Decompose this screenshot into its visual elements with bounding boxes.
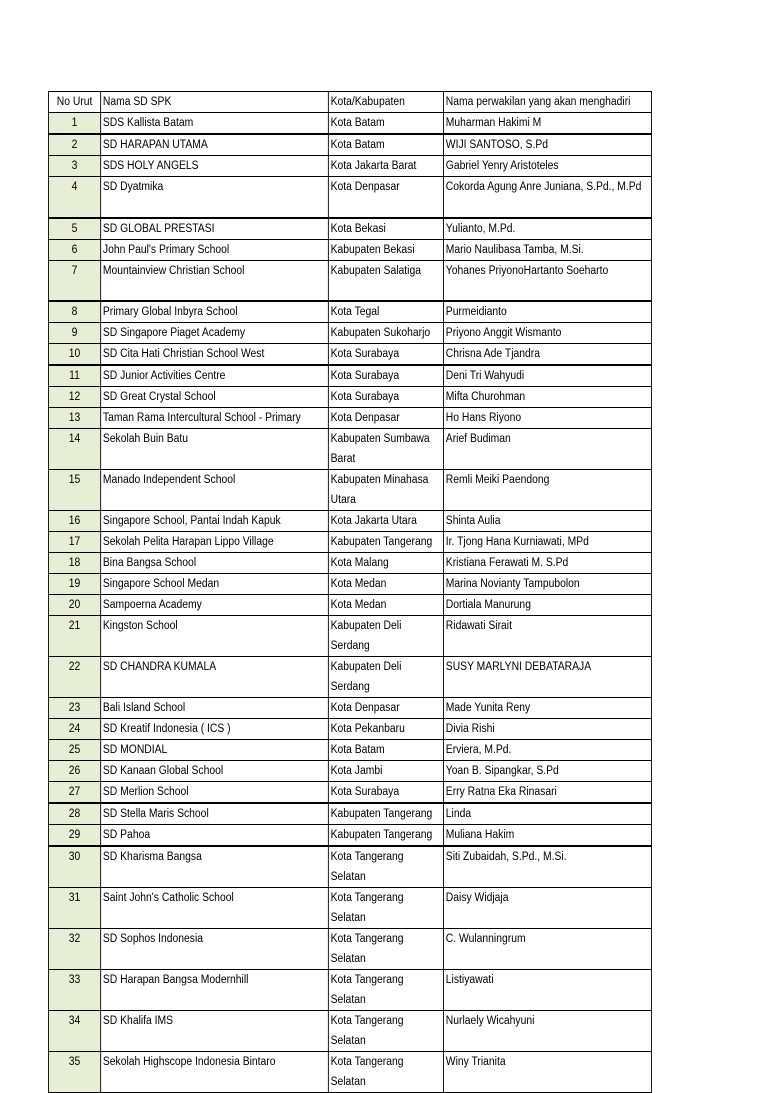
row-number-cell: 27 <box>48 782 100 804</box>
city-regency-cell: Kota Tangerang Selatan <box>328 888 443 929</box>
representative-cell: Dortiala Manurung <box>444 595 652 616</box>
school-name-cell: SD HARAPAN UTAMA <box>101 134 329 156</box>
header-row <box>48 92 651 113</box>
school-name-cell: SD CHANDRA KUMALA <box>101 657 329 698</box>
representative-cell: Arief Budiman <box>444 429 652 470</box>
city-regency-cell: Kabupaten Tangerang <box>328 825 443 847</box>
row-number-cell: 13 <box>48 408 100 429</box>
representative-cell: Linda <box>444 803 652 825</box>
row-number-cell: 35 <box>48 1052 100 1093</box>
city-regency-cell: Kabupaten Sukoharjo <box>328 323 443 344</box>
table-row <box>48 323 651 344</box>
school-name-cell: SD Stella Maris School <box>101 803 329 825</box>
table-row <box>48 761 651 782</box>
table-row <box>48 1052 651 1093</box>
row-number-cell: 4 <box>48 177 100 218</box>
school-name-cell: Bina Bangsa School <box>101 553 329 574</box>
city-regency-cell: Kota Denpasar <box>328 698 443 719</box>
table-row <box>48 470 651 511</box>
table-row <box>48 429 651 470</box>
school-name-cell: SD Pahoa <box>101 825 329 847</box>
table-row <box>48 803 651 825</box>
header-no-urut: No Urut <box>48 92 100 113</box>
city-regency-cell: Kota Tangerang Selatan <box>328 929 443 970</box>
table-row <box>48 218 651 240</box>
school-name-cell: SD Kharisma Bangsa <box>101 846 329 888</box>
representative-cell: Chrisna Ade Tjandra <box>444 344 652 366</box>
table-row <box>48 616 651 657</box>
row-number-cell: 2 <box>48 134 100 156</box>
school-name-cell: SD Cita Hati Christian School West <box>101 344 329 366</box>
table-row <box>48 387 651 408</box>
representative-cell: Remli Meiki Paendong <box>444 470 652 511</box>
school-name-cell: SD GLOBAL PRESTASI <box>101 218 329 240</box>
row-number-cell: 28 <box>48 803 100 825</box>
school-name-cell: SD Sophos Indonesia <box>101 929 329 970</box>
schools-table <box>48 91 652 1093</box>
table-row <box>48 719 651 740</box>
row-number-cell: 26 <box>48 761 100 782</box>
table-row <box>48 595 651 616</box>
city-regency-cell: Kota Surabaya <box>328 782 443 804</box>
city-regency-cell: Kabupaten Salatiga <box>328 260 443 301</box>
header-nama-perwakilan: Nama perwakilan yang akan menghadiri <box>444 92 652 113</box>
row-number-cell: 15 <box>48 470 100 511</box>
table-row <box>48 260 651 301</box>
row-number-cell: 16 <box>48 511 100 532</box>
table-body <box>48 113 651 1093</box>
representative-cell: Ir. Tjong Hana Kurniawati, MPd <box>444 532 652 553</box>
row-number-cell: 29 <box>48 825 100 847</box>
city-regency-cell: Kota Medan <box>328 595 443 616</box>
city-regency-cell: Kabupaten Sumbawa Barat <box>328 429 443 470</box>
city-regency-cell: Kota Pekanbaru <box>328 719 443 740</box>
representative-cell: Yohanes PriyonoHartanto Soeharto <box>444 260 652 301</box>
city-regency-cell: Kota Batam <box>328 113 443 135</box>
row-number-cell: 8 <box>48 301 100 323</box>
representative-cell: Made Yunita Reny <box>444 698 652 719</box>
table-row <box>48 511 651 532</box>
city-regency-cell: Kota Denpasar <box>328 408 443 429</box>
school-name-cell: John Paul's Primary School <box>101 239 329 260</box>
row-number-cell: 9 <box>48 323 100 344</box>
row-number-cell: 1 <box>48 113 100 135</box>
school-name-cell: SD Great Crystal School <box>101 387 329 408</box>
city-regency-cell: Kota Tangerang Selatan <box>328 970 443 1011</box>
row-number-cell: 33 <box>48 970 100 1011</box>
school-name-cell: SD Khalifa IMS <box>101 1011 329 1052</box>
representative-cell: Nurlaely Wicahyuni <box>444 1011 652 1052</box>
representative-cell: Ho Hans Riyono <box>444 408 652 429</box>
row-number-cell: 5 <box>48 218 100 240</box>
row-number-cell: 12 <box>48 387 100 408</box>
representative-cell: Erry Ratna Eka Rinasari <box>444 782 652 804</box>
city-regency-cell: Kabupaten Deli Serdang <box>328 616 443 657</box>
city-regency-cell: Kota Tegal <box>328 301 443 323</box>
representative-cell: Shinta Aulia <box>444 511 652 532</box>
table-row <box>48 698 651 719</box>
row-number-cell: 32 <box>48 929 100 970</box>
representative-cell: SUSY MARLYNI DEBATARAJA <box>444 657 652 698</box>
representative-cell: C. Wulanningrum <box>444 929 652 970</box>
school-name-cell: SD Singapore Piaget Academy <box>101 323 329 344</box>
table-row <box>48 239 651 260</box>
school-name-cell: Sekolah Highscope Indonesia Bintaro <box>101 1052 329 1093</box>
table-row <box>48 888 651 929</box>
row-number-cell: 6 <box>48 239 100 260</box>
row-number-cell: 17 <box>48 532 100 553</box>
table-row <box>48 782 651 804</box>
table-row <box>48 532 651 553</box>
row-number-cell: 22 <box>48 657 100 698</box>
city-regency-cell: Kota Malang <box>328 553 443 574</box>
row-number-cell: 10 <box>48 344 100 366</box>
representative-cell: Cokorda Agung Anre Juniana, S.Pd., M.Pd <box>444 177 652 218</box>
school-name-cell: Sekolah Pelita Harapan Lippo Village <box>101 532 329 553</box>
school-name-cell: Manado Independent School <box>101 470 329 511</box>
city-regency-cell: Kota Surabaya <box>328 365 443 387</box>
representative-cell: Mario Naulibasa Tamba, M.Si. <box>444 239 652 260</box>
table-row <box>48 740 651 761</box>
table-row <box>48 344 651 366</box>
representative-cell: Marina Novianty Tampubolon <box>444 574 652 595</box>
table-row <box>48 177 651 218</box>
row-number-cell: 3 <box>48 156 100 177</box>
table-row <box>48 929 651 970</box>
city-regency-cell: Kota Jakarta Barat <box>328 156 443 177</box>
school-name-cell: Sekolah Buin Batu <box>101 429 329 470</box>
school-name-cell: Singapore School, Pantai Indah Kapuk <box>101 511 329 532</box>
representative-cell: Priyono Anggit Wismanto <box>444 323 652 344</box>
table-row <box>48 156 651 177</box>
table-row <box>48 970 651 1011</box>
city-regency-cell: Kota Jakarta Utara <box>328 511 443 532</box>
representative-cell: Gabriel Yenry Aristoteles <box>444 156 652 177</box>
representative-cell: Winy Trianita <box>444 1052 652 1093</box>
school-name-cell: SD Kanaan Global School <box>101 761 329 782</box>
school-name-cell: SDS Kallista Batam <box>101 113 329 135</box>
table-row <box>48 846 651 888</box>
row-number-cell: 11 <box>48 365 100 387</box>
school-name-cell: SD Merlion School <box>101 782 329 804</box>
row-number-cell: 34 <box>48 1011 100 1052</box>
row-number-cell: 30 <box>48 846 100 888</box>
city-regency-cell: Kota Bekasi <box>328 218 443 240</box>
row-number-cell: 14 <box>48 429 100 470</box>
city-regency-cell: Kota Tangerang Selatan <box>328 846 443 888</box>
table-row <box>48 1011 651 1052</box>
school-name-cell: Kingston School <box>101 616 329 657</box>
school-name-cell: SD Kreatif Indonesia ( ICS ) <box>101 719 329 740</box>
table-row <box>48 657 651 698</box>
city-regency-cell: Kota Tangerang Selatan <box>328 1052 443 1093</box>
city-regency-cell: Kota Surabaya <box>328 344 443 366</box>
representative-cell: Daisy Widjaja <box>444 888 652 929</box>
representative-cell: Erviera, M.Pd. <box>444 740 652 761</box>
city-regency-cell: Kabupaten Deli Serdang <box>328 657 443 698</box>
table-row <box>48 553 651 574</box>
table-row <box>48 301 651 323</box>
school-name-cell: Bali Island School <box>101 698 329 719</box>
representative-cell: Ridawati Sirait <box>444 616 652 657</box>
city-regency-cell: Kabupaten Tangerang <box>328 803 443 825</box>
table-row <box>48 134 651 156</box>
school-name-cell: Primary Global Inbyra School <box>101 301 329 323</box>
city-regency-cell: Kabupaten Bekasi <box>328 239 443 260</box>
city-regency-cell: Kota Batam <box>328 740 443 761</box>
city-regency-cell: Kota Jambi <box>328 761 443 782</box>
school-name-cell: Singapore School Medan <box>101 574 329 595</box>
row-number-cell: 20 <box>48 595 100 616</box>
school-name-cell: SD MONDIAL <box>101 740 329 761</box>
city-regency-cell: Kabupaten Minahasa Utara <box>328 470 443 511</box>
header-nama-sd-spk: Nama SD SPK <box>101 92 329 113</box>
school-name-cell: Mountainview Christian School <box>101 260 329 301</box>
city-regency-cell: Kota Tangerang Selatan <box>328 1011 443 1052</box>
row-number-cell: 21 <box>48 616 100 657</box>
representative-cell: Yoan B. Sipangkar, S.Pd <box>444 761 652 782</box>
representative-cell: Mifta Churohman <box>444 387 652 408</box>
school-name-cell: Saint John's Catholic School <box>101 888 329 929</box>
school-name-cell: SD Dyatmika <box>101 177 329 218</box>
row-number-cell: 24 <box>48 719 100 740</box>
representative-cell: WIJI SANTOSO, S.Pd <box>444 134 652 156</box>
school-name-cell: SD Harapan Bangsa Modernhill <box>101 970 329 1011</box>
school-name-cell: Taman Rama Intercultural School - Primary <box>101 408 329 429</box>
representative-cell: Muharman Hakimi M <box>444 113 652 135</box>
representative-cell: Divia Rishi <box>444 719 652 740</box>
row-number-cell: 7 <box>48 260 100 301</box>
row-number-cell: 19 <box>48 574 100 595</box>
table-row <box>48 825 651 847</box>
representative-cell: Muliana Hakim <box>444 825 652 847</box>
city-regency-cell: Kota Medan <box>328 574 443 595</box>
representative-cell: Yulianto, M.Pd. <box>444 218 652 240</box>
row-number-cell: 23 <box>48 698 100 719</box>
representative-cell: Kristiana Ferawati M. S.Pd <box>444 553 652 574</box>
row-number-cell: 31 <box>48 888 100 929</box>
representative-cell: Siti Zubaidah, S.Pd., M.Si. <box>444 846 652 888</box>
city-regency-cell: Kabupaten Tangerang <box>328 532 443 553</box>
school-name-cell: Sampoerna Academy <box>101 595 329 616</box>
representative-cell: Deni Tri Wahyudi <box>444 365 652 387</box>
city-regency-cell: Kota Denpasar <box>328 177 443 218</box>
table-row <box>48 408 651 429</box>
table-row <box>48 574 651 595</box>
school-name-cell: SDS HOLY ANGELS <box>101 156 329 177</box>
table-row <box>48 365 651 387</box>
representative-cell: Listiyawati <box>444 970 652 1011</box>
table-row <box>48 113 651 135</box>
city-regency-cell: Kota Batam <box>328 134 443 156</box>
row-number-cell: 25 <box>48 740 100 761</box>
city-regency-cell: Kota Surabaya <box>328 387 443 408</box>
school-name-cell: SD Junior Activities Centre <box>101 365 329 387</box>
row-number-cell: 18 <box>48 553 100 574</box>
header-kota-kabupaten: Kota/Kabupaten <box>328 92 443 113</box>
representative-cell: Purmeidianto <box>444 301 652 323</box>
